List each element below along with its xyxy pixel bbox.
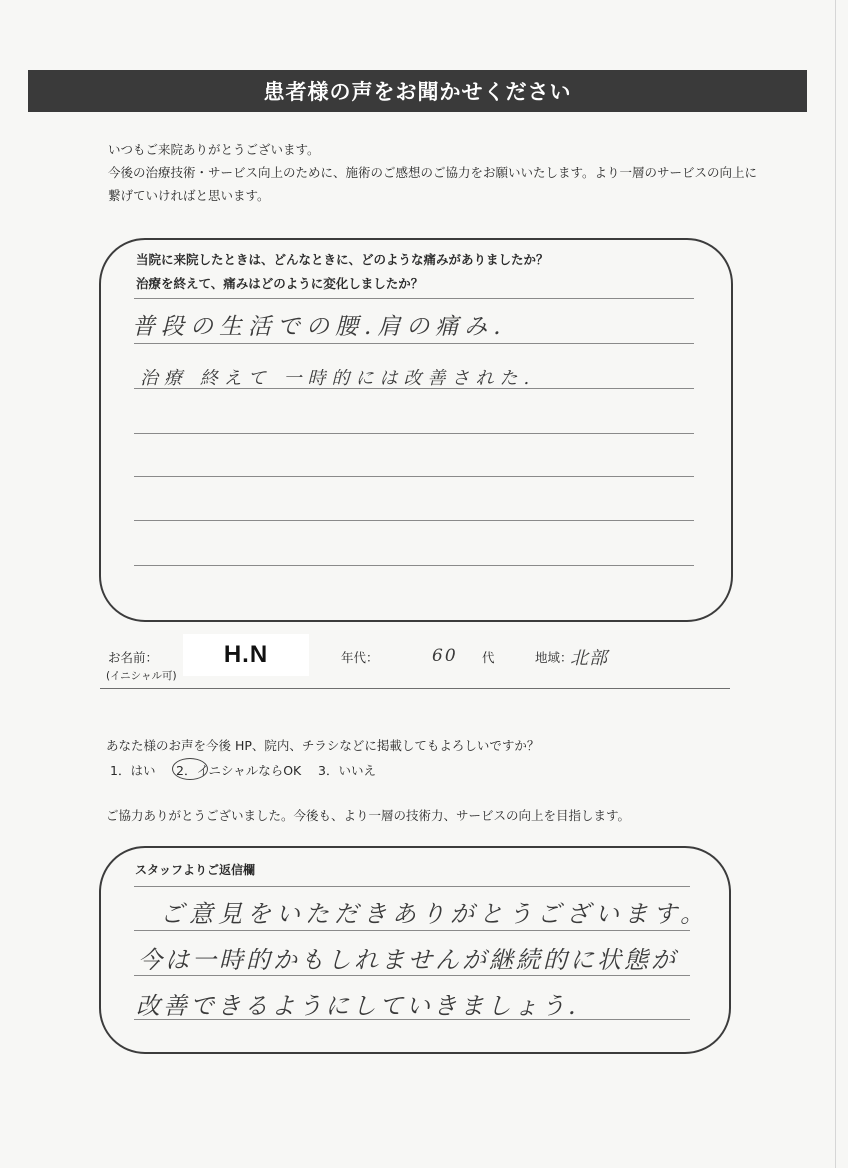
selected-option-circle bbox=[172, 758, 208, 780]
age-value: 60 bbox=[432, 646, 458, 666]
answer-rule bbox=[134, 520, 694, 521]
name-value-text: H.N bbox=[223, 641, 269, 668]
answer-rule bbox=[134, 298, 694, 299]
page-title bbox=[28, 70, 807, 112]
intro-line-3: 繋げていければと思います。 bbox=[108, 188, 270, 203]
staff-reply-title: スタッフよりご返信欄 bbox=[135, 863, 256, 877]
age-unit: 代 bbox=[482, 650, 495, 665]
area-label: 地域： bbox=[535, 650, 573, 665]
name-value bbox=[183, 634, 309, 676]
staff-reply-line-1: ご意見をいただきありがとうございます。 bbox=[160, 900, 710, 928]
intro-text bbox=[108, 138, 758, 207]
name-label: お名前： bbox=[108, 650, 159, 665]
reply-rule bbox=[134, 930, 690, 931]
reply-rule bbox=[134, 975, 690, 976]
question-1: 当院に来院したときは、どんなときに、どのような痛みがありましたか？ bbox=[136, 252, 549, 267]
handwritten-answer-line-1: 普段の生活での腰.肩の痛み. bbox=[132, 314, 507, 340]
staff-reply-line-3: 改善できるようにしていきましょう. bbox=[136, 992, 579, 1020]
consent-option-2: 2．イニシャルならOK bbox=[176, 763, 302, 778]
question-2: 治療を終えて、痛みはどのように変化しましたか？ bbox=[136, 276, 424, 291]
thanks-message: ご協力ありがとうございました。今後も、より一層の技術力、サービスの向上を目指します。 bbox=[106, 808, 631, 823]
staff-reply-line-2: 今は一時的かもしれませんが継続的に状態が bbox=[138, 946, 678, 974]
answer-rule bbox=[134, 343, 694, 344]
info-underline bbox=[100, 688, 730, 689]
age-label: 年代： bbox=[341, 650, 379, 665]
consent-option-3: 3．いいえ bbox=[318, 763, 376, 778]
consent-option-1: 1．はい bbox=[110, 763, 156, 778]
reply-rule bbox=[134, 886, 690, 887]
consent-question: あなた様のお声を今後 HP、院内、チラシなどに掲載してもよろしいですか？ bbox=[106, 738, 540, 753]
page-edge bbox=[835, 0, 836, 1168]
answer-rule bbox=[134, 476, 694, 477]
handwritten-answer-line-2: 治療 終えて 一時的には改善された. bbox=[140, 368, 536, 389]
answer-rule bbox=[134, 433, 694, 434]
area-value: 北部 bbox=[570, 648, 608, 669]
answer-rule bbox=[134, 565, 694, 566]
page-title-text: 患者様の声をお聞かせください bbox=[263, 80, 572, 104]
intro-line-1: いつもご来院ありがとうございます。 bbox=[108, 142, 320, 157]
intro-line-2: 今後の治療技術・サービス向上のために、施術のご感想のご協力をお願いいたします。より一層のサービスの向上に bbox=[108, 165, 758, 180]
name-sub-label: (イニシャル可) bbox=[106, 670, 177, 682]
